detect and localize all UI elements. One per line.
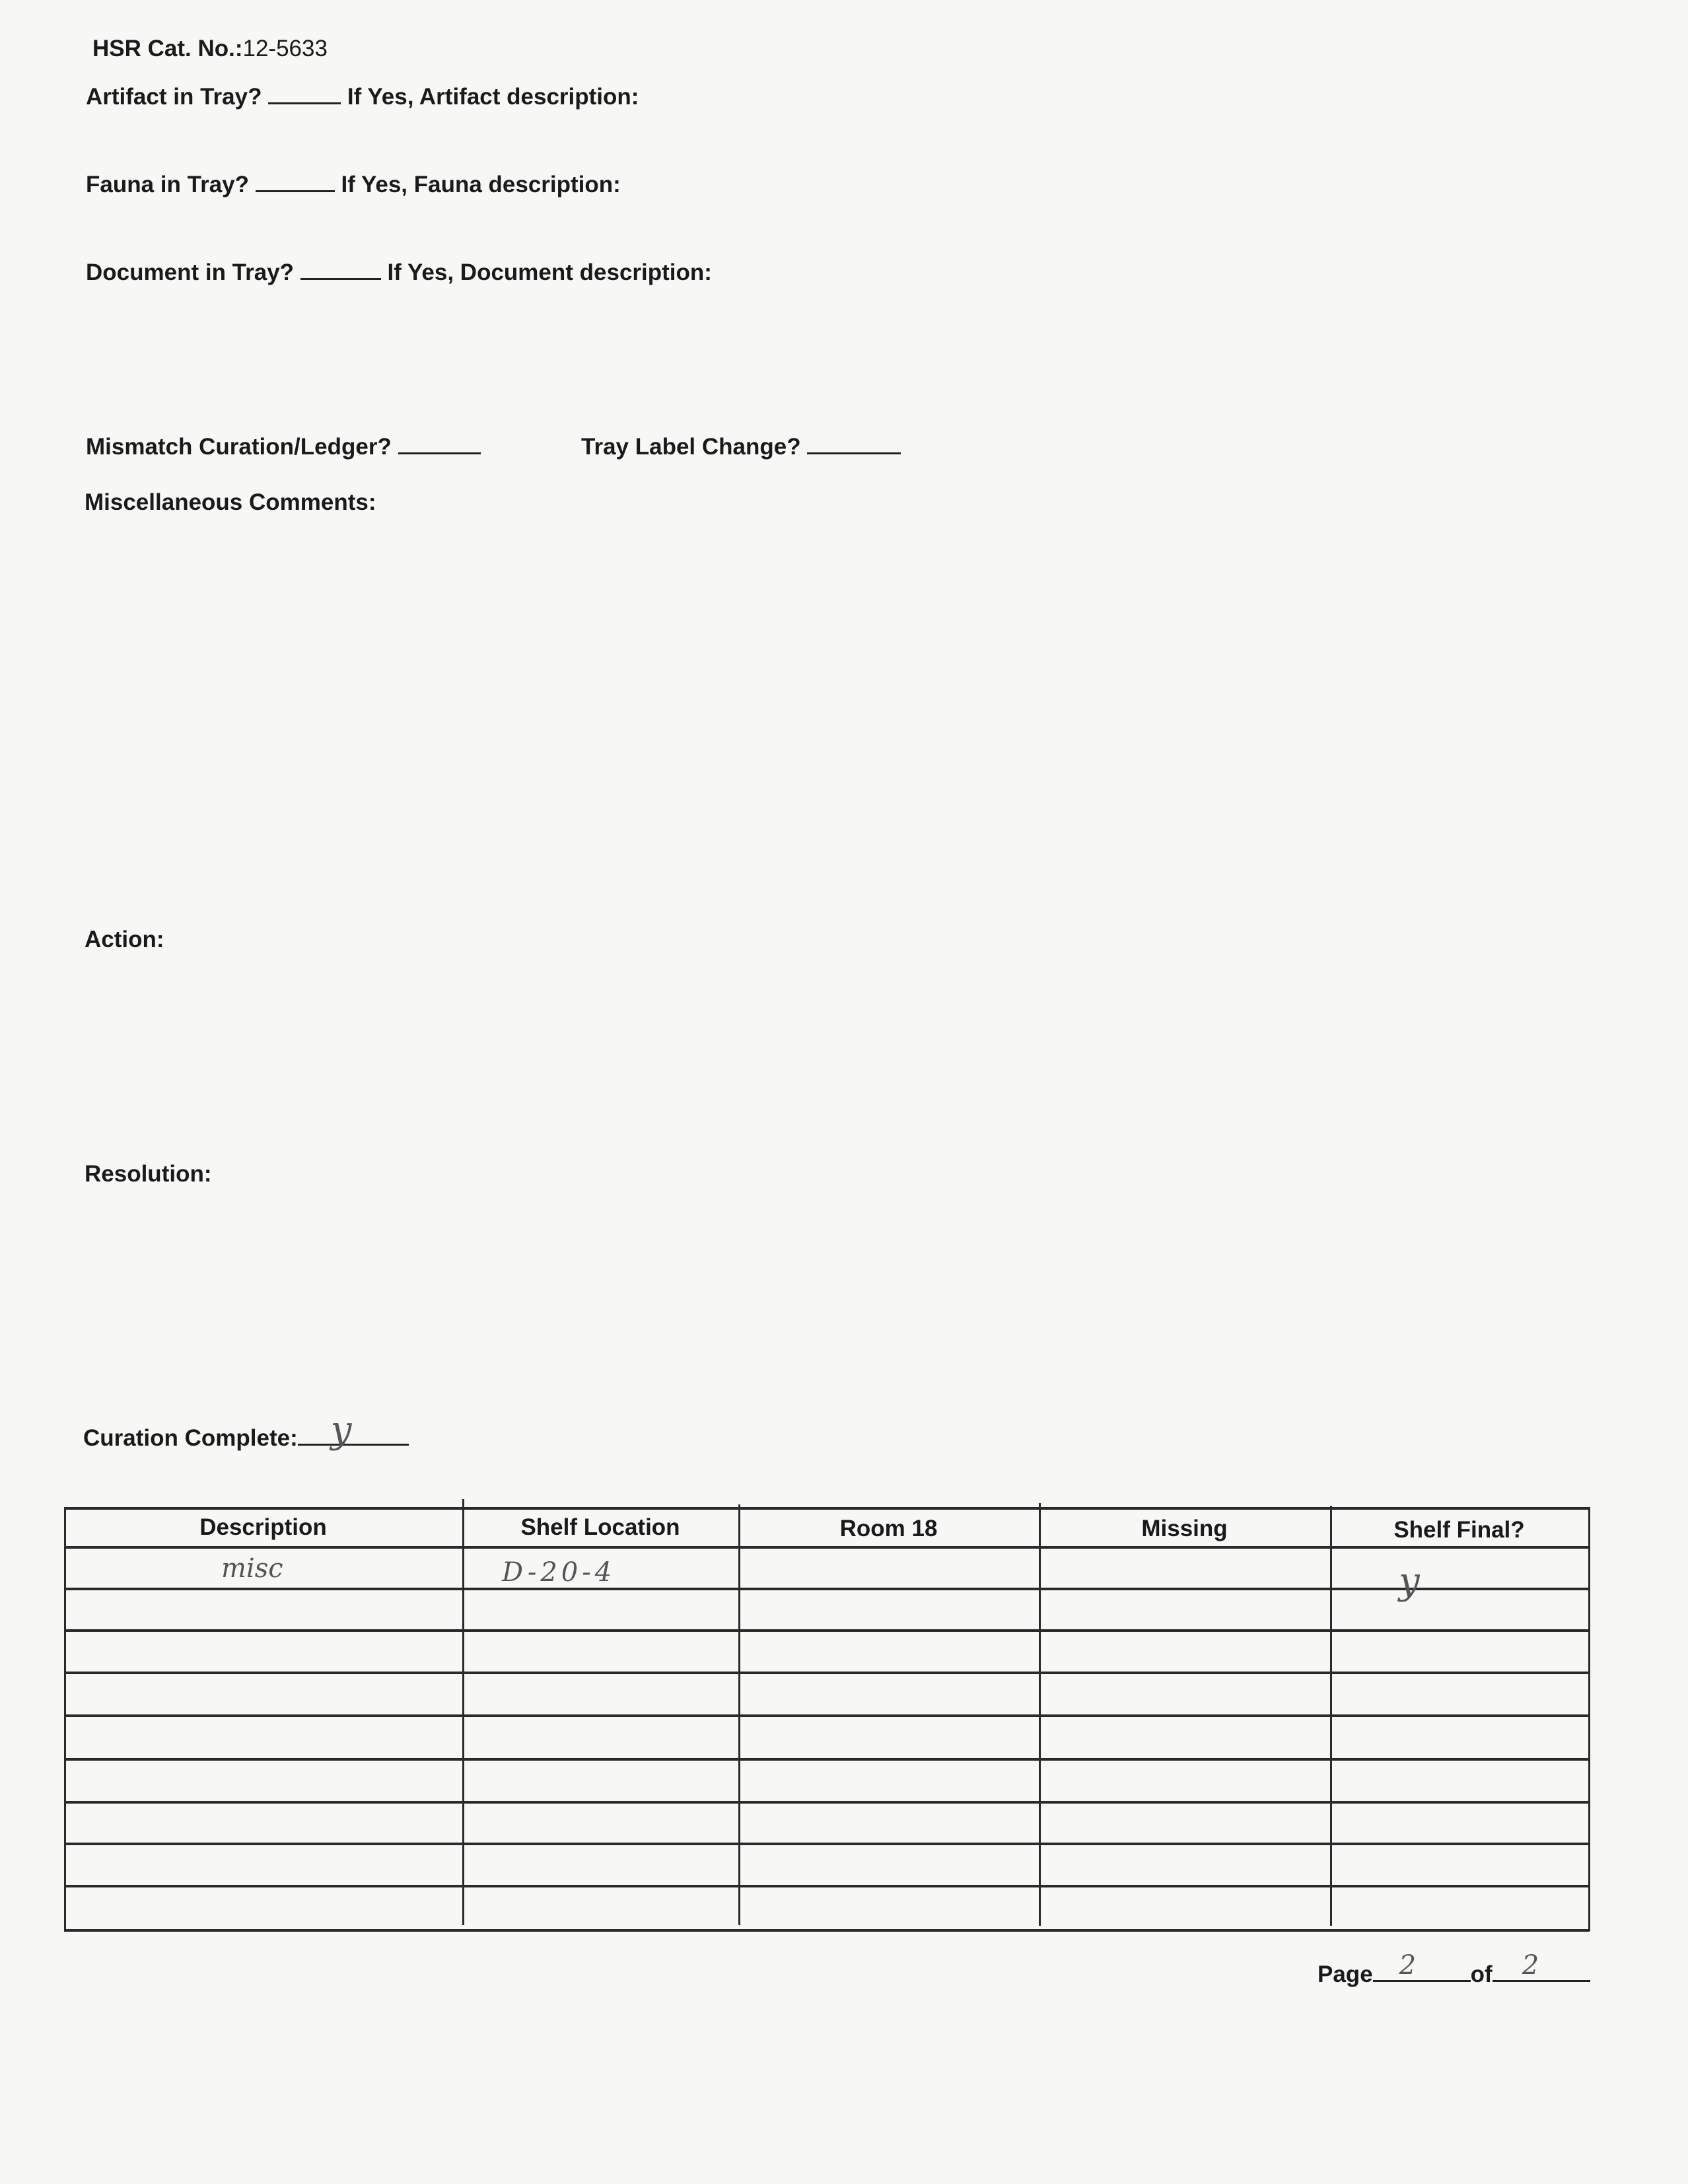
curation-complete-blank[interactable] bbox=[298, 1409, 409, 1452]
artifact-desc-label: If Yes, Artifact description: bbox=[347, 84, 639, 110]
mismatch-blank[interactable] bbox=[398, 434, 481, 454]
of-value: 2 bbox=[1522, 1950, 1539, 1981]
col-header-missing: Missing bbox=[1141, 1516, 1228, 1541]
artifact-blank[interactable] bbox=[268, 84, 341, 104]
of-blank[interactable] bbox=[1493, 1950, 1590, 1982]
page-footer bbox=[1318, 1950, 1590, 1987]
page-label: Page bbox=[1318, 1961, 1373, 1987]
action-label: Action: bbox=[85, 927, 164, 952]
cat-value: 12-5633 bbox=[242, 36, 328, 61]
page-value: 2 bbox=[1399, 1950, 1417, 1981]
document-row bbox=[86, 260, 712, 284]
page-blank[interactable] bbox=[1373, 1950, 1471, 1982]
artifact-label: Artifact in Tray? bbox=[86, 84, 262, 110]
tray-label-row bbox=[581, 434, 901, 458]
misc-comments-label: Miscellaneous Comments: bbox=[85, 489, 376, 515]
document-blank[interactable] bbox=[300, 260, 381, 280]
col-header-room-18: Room 18 bbox=[839, 1516, 938, 1541]
artifact-row bbox=[86, 84, 639, 108]
mismatch-row bbox=[86, 434, 481, 458]
col-header-shelf-final: Shelf Final? bbox=[1393, 1517, 1525, 1543]
cat-label: HSR Cat. No.: bbox=[92, 36, 243, 61]
tray-label-blank[interactable] bbox=[807, 434, 901, 454]
fauna-label: Fauna in Tray? bbox=[86, 172, 249, 197]
curation-complete-label: Curation Complete: bbox=[83, 1425, 298, 1451]
cat-number bbox=[92, 37, 328, 60]
cell-shelf-final: y bbox=[1399, 1560, 1420, 1603]
document-desc-label: If Yes, Document description: bbox=[387, 260, 712, 285]
of-label: of bbox=[1470, 1961, 1493, 1987]
col-header-description: Description bbox=[199, 1514, 327, 1540]
fauna-blank[interactable] bbox=[256, 172, 335, 192]
curation-complete-value: y bbox=[330, 1409, 352, 1452]
col-header-shelf-location: Shelf Location bbox=[520, 1514, 680, 1540]
document-label: Document in Tray? bbox=[86, 260, 295, 285]
cell-description: misc bbox=[221, 1553, 283, 1584]
fauna-desc-label: If Yes, Fauna description: bbox=[341, 172, 621, 197]
tray-label-label: Tray Label Change? bbox=[581, 434, 801, 460]
mismatch-label: Mismatch Curation/Ledger? bbox=[86, 434, 392, 460]
resolution-label: Resolution: bbox=[85, 1161, 212, 1187]
curation-complete-row bbox=[83, 1409, 409, 1452]
cell-shelf-location: D-20-4 bbox=[502, 1557, 616, 1588]
fauna-row bbox=[86, 172, 621, 196]
